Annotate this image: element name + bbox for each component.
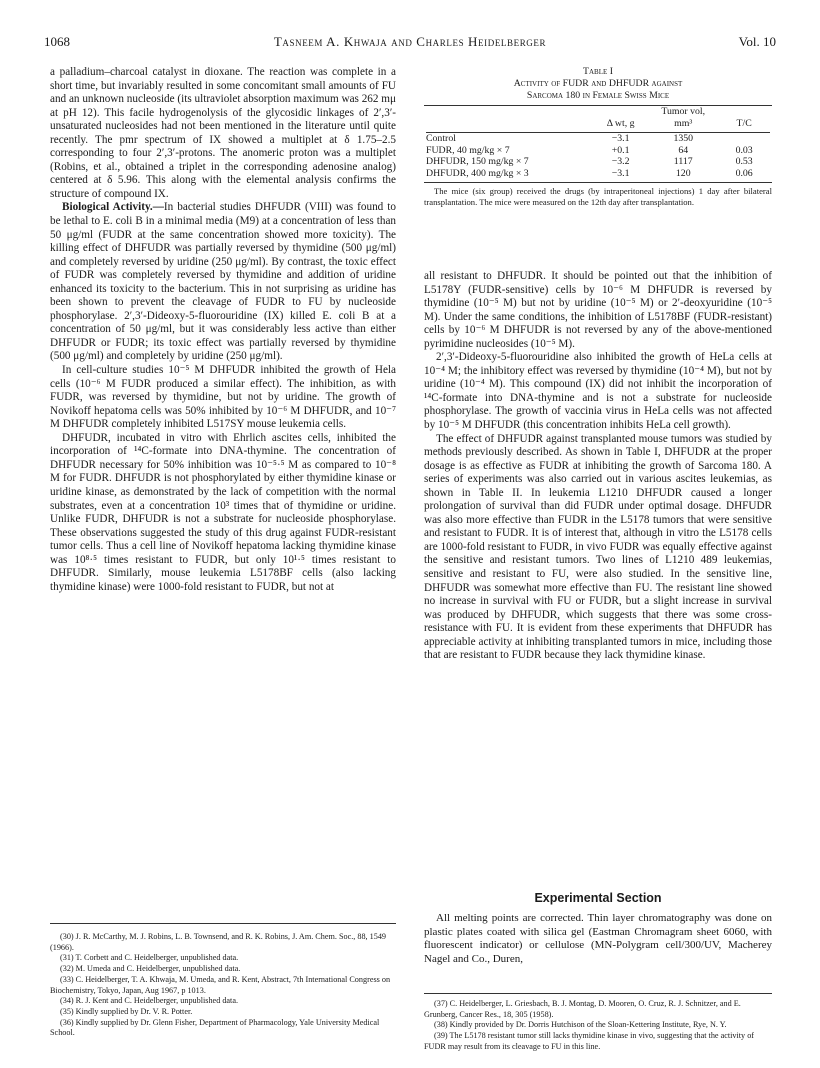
table-bottom-rule: [424, 182, 772, 183]
experimental-paragraph: [424, 912, 772, 966]
paragraph-tumors: The effect of DHFUDR against transplanted mouse tumors was studied by methods previously described. As shown in Table I, DHFUDR at the proper dosage is as effective as FUDR at inhibiting the growth of Sarcoma 180. A series of experiments was also carried out in various ascites leukemias, as shown in Table II. In leukemia L1210 DHFUDR caused a longer prolongation of survival than did FUDR under optimal dosage. DHFUDR was also more effective than FUDR in the L5178 tumors that were sensitive and resistant to FUDR. It is of interest that, although in vitro the L5178 cells are 1000-fold resistant to FUDR, in vivo FUDR was equally effective against the sensitive and resistant tumors. Two lines of L1210 489 leukemias, sensitive and resistant to FU, were also studied. In the sensitive line, DHFUDR was somewhat more effective than FU. The resistant line showed no increase in survival with FU or FUDR, but a slight increase in survival was produced by DHFUDR, which suggests that there was some cross-resistance with FU. It is evident from these experiments that DHFUDR has appreciable activity at inhibiting transplanted tumors in mice, including those that are resistant to FUDR because they lack thymidine kinase.: [424, 432, 772, 662]
footnote: (37) C. Heidelberger, L. Griesbach, B. J. Montag, D. Mooren, O. Cruz, R. J. Schnitzer, and E. Grunberg, Cancer Res., 18, 305 (1958).: [424, 999, 741, 1019]
page-number: 1068: [44, 34, 70, 49]
table-title-line-2: Sarcoma 180 in Female Swiss Mice: [526, 90, 670, 101]
footnote: (35) Kindly supplied by Dr. V. R. Potter.: [60, 1006, 193, 1016]
footnote: (36) Kindly supplied by Dr. Glenn Fisher, Department of Pharmacology, Yale University Medical School.: [50, 1017, 380, 1038]
table-cell: −3.1: [611, 167, 630, 179]
footnote: (38) Kindly provided by Dr. Dorris Hutchison of the Sloan-Kettering Institute, Rye, N. Y.: [434, 1020, 727, 1030]
left-column: [50, 66, 396, 594]
paragraph-dideoxy: 2′,3′-Dideoxy-5-fluorouridine also inhibited the growth of HeLa cells at 10⁻⁴ M; the inhibitory effect was reversed by thymidine (10⁻⁴ M), but not by uridine (10⁻⁴ M). This compound (IX) did not inhibit the incorporation of ¹⁴C-formate into DNA-thymine and is not a substrate for nucleoside phosphorylase. The growth of vaccinia virus in HeLa cells was not affected by 10⁻⁵ M DHFUDR (this concentration inhibits HeLa cell growth).: [424, 351, 772, 432]
table-cell: FUDR, 40 mg/kg × 7: [426, 144, 510, 156]
right-column: [424, 270, 772, 663]
running-header: [44, 34, 776, 54]
footnote: (30) J. R. McCarthy, M. J. Robins, L. B. Townsend, and R. K. Robins, J. Am. Chem. Soc., 88, 1549 (1966).: [50, 932, 387, 952]
table-row: [424, 145, 772, 157]
table-cell: 0.53: [735, 156, 753, 167]
table-cell: DHFUDR, 400 mg/kg × 3: [426, 167, 529, 179]
paragraph-resistance: all resistant to DHFUDR. It should be pointed out that the inhibition of L5178Y (FUDR-sensitive) cells by 10⁻⁶ M DHFUDR is reversed by thymidine (10⁻⁵ M) but not by uridine (10⁻⁵ M) or 2′-deoxyuridine (10⁻⁵ M). Under the same conditions, the inhibition of L5178BF (FUDR-resistant) cells by 10⁻⁶ M DHFUDR is not reversed by any of the above-mentioned pyrimidine nucleosides (10⁻⁵ M).: [424, 270, 772, 350]
table-1: [424, 66, 772, 207]
table-cell: 0.03: [735, 144, 753, 156]
paragraph-biological-activity: [50, 201, 396, 364]
table-header-cell: T/C: [736, 117, 752, 129]
table-header-row: [424, 106, 772, 129]
paragraph-ehrlich: DHFUDR, incubated in vitro with Ehrlich ascites cells, inhibited the incorporation of ¹⁴C-formate into DNA-thymine. The concentration of DHFUDR necessary for 50% inhibition was 10⁻⁵·⁵ M as compared to 10⁻⁸ M for FUDR. DHFUDR is not phosphorylated by either thymidine kinase or uridine kinase, as demonstrated by the lack of competition with the normal substrates, even at a concentration 10³ times that of thymidine or uridine. Unlike FUDR, DHFUDR is not a substrate for nucleoside phosphorylase. These observations suggested the study of this drug against FUDR-resistant tumor cells. Thus a cell line of Novikoff hepatoma lacking thymidine kinase was 10⁸·⁵ times resistant to FUDR, but only 10¹·⁵ times resistant to DHFUDR. Similarly, mouse leukemia L5178BF cells (also lacking thymidine kinase) were 1000-fold resistant to FUDR, but not at: [50, 431, 396, 593]
table-row: [424, 133, 772, 145]
table-cell: 1117: [673, 156, 693, 167]
table-header-cell: [424, 106, 591, 129]
footnotes-left: [50, 923, 396, 1039]
table-row: [424, 156, 772, 168]
section-run-in-heading: Biological Activity.—: [62, 201, 164, 214]
table-cell: −3.1: [611, 133, 630, 144]
footnote: (32) M. Umeda and C. Heidelberger, unpublished data.: [60, 964, 241, 974]
table-cell: −3.2: [611, 156, 630, 167]
footnote: (39) The L5178 resistant tumor still lacks thymidine kinase in vivo, suggesting that the activity of FUDR may result from its cleavage to FU in this line.: [424, 1031, 755, 1051]
experimental-text: All melting points are corrected. Thin layer chromatography was done on plastic plates coated with silica gel (Eastman Chromagram sheet 6060, with fluorescent indicator) or cellulose (MN-Polygram cell/300/UV, Macherey Nagel and Co., Duren,: [424, 912, 772, 965]
table-row: [424, 168, 772, 180]
table-cell: 0.06: [735, 167, 753, 179]
table-grid: [424, 106, 772, 179]
volume-label: Vol. 10: [738, 34, 776, 49]
table-cell: +0.1: [611, 144, 630, 156]
table-cell: 64: [678, 144, 689, 156]
table-cell: DHFUDR, 150 mg/kg × 7: [426, 156, 529, 167]
table-footnote-text: The mice (six group) received the drugs (by intraperitoneal injections) 1 day after bilateral transplantation. The mice were measured on the 12th day after transplantation.: [424, 186, 772, 207]
footnote: (33) C. Heidelberger, T. A. Khwaja, M. Umeda, and R. Kent, Abstract, 7th International Congress on Biochemistry, Tokyo, Japan, Aug 1967, p 1013.: [50, 974, 391, 995]
paragraph-body: In bacterial studies DHFUDR (VIII) was found to be lethal to E. coli B in a minimal media (M9) at a concentration of less than 50 μg/ml (FUDR at the same concentration showed more toxicity). The killing effect of DHFUDR was partially reversed by thymidine (500 μg/ml) and completely reversed by uridine (250 μg/ml). By contrast, the toxic effect of FUDR was completely reversed by thymidine and addition of uridine enhanced its toxicity to the bacterium. This in not surprising as uridine has been shown to prevent the cleavage of FUDR to FU by nucleoside phosphorylase. 2′,3′-Dideoxy-5-fluorouridine (IX) killed E. coli B at a concentration of 50 μg/ml, but it was considerably less active than either DHFUDR or FUDR; its toxic effect was partially reversed by thymidine (500 μg/ml) and completely by uridine (250 μg/ml).: [50, 201, 396, 363]
footnotes-right: [424, 993, 772, 1053]
footnote: (34) R. J. Kent and C. Heidelberger, unpublished data.: [60, 996, 239, 1006]
table-footnote: [424, 186, 772, 207]
experimental-section-heading: Experimental Section: [534, 891, 662, 905]
footnote: (31) T. Corbett and C. Heidelberger, unpublished data.: [60, 953, 239, 963]
table-cell: [716, 133, 772, 145]
table-header-cell: Δ wt, g: [606, 117, 635, 129]
table-header-cell: Tumor vol, mm³: [661, 106, 706, 129]
table-cell: 120: [675, 167, 691, 179]
table-title-line-1: Activity of FUDR and DHFUDR against: [513, 78, 683, 89]
table-cell: Control: [426, 133, 456, 144]
table-label: Table I: [583, 66, 613, 77]
paragraph-synthesis: a palladium–charcoal catalyst in dioxane. The reaction was complete in a short time, but invariably resulted in some concomitant small amounts of FU and an unknown nucleoside (its ultraviolet absorption maximum was 262 mμ at pH 12). This facile hydrogenolysis of the glycosidic linkages of 2′,3′-unsaturated nucleosides had not been mentioned in the literature until quite recently. The pmr spectrum of IX showed a multiplet at δ 1.75–2.5 corresponding to four 2′,3′-protons. The anomeric proton was a multiplet (Robins, et al., obtained a triplet in the corresponding adenosine analog) centered at δ 5.96. This along with the elemental analysis confirms the structure of compound IX.: [50, 66, 396, 200]
running-title: Tasneem A. Khwaja and Charles Heidelberger: [273, 34, 547, 49]
table-cell: 1350: [673, 133, 694, 144]
paragraph-cell-culture: In cell-culture studies 10⁻⁵ M DHFUDR inhibited the growth of Hela cells (10⁻⁶ M FUDR produced a similar effect). The inhibition, as with FUDR, was reversed by thymidine, but not by uridine. The growth of Novikoff hepatoma cells was 50% inhibited by 10⁻⁶ M DHFUDR, and 10⁻⁷ M DHFUDR completely inhibited L517SY mouse leukemia cells.: [50, 364, 396, 431]
